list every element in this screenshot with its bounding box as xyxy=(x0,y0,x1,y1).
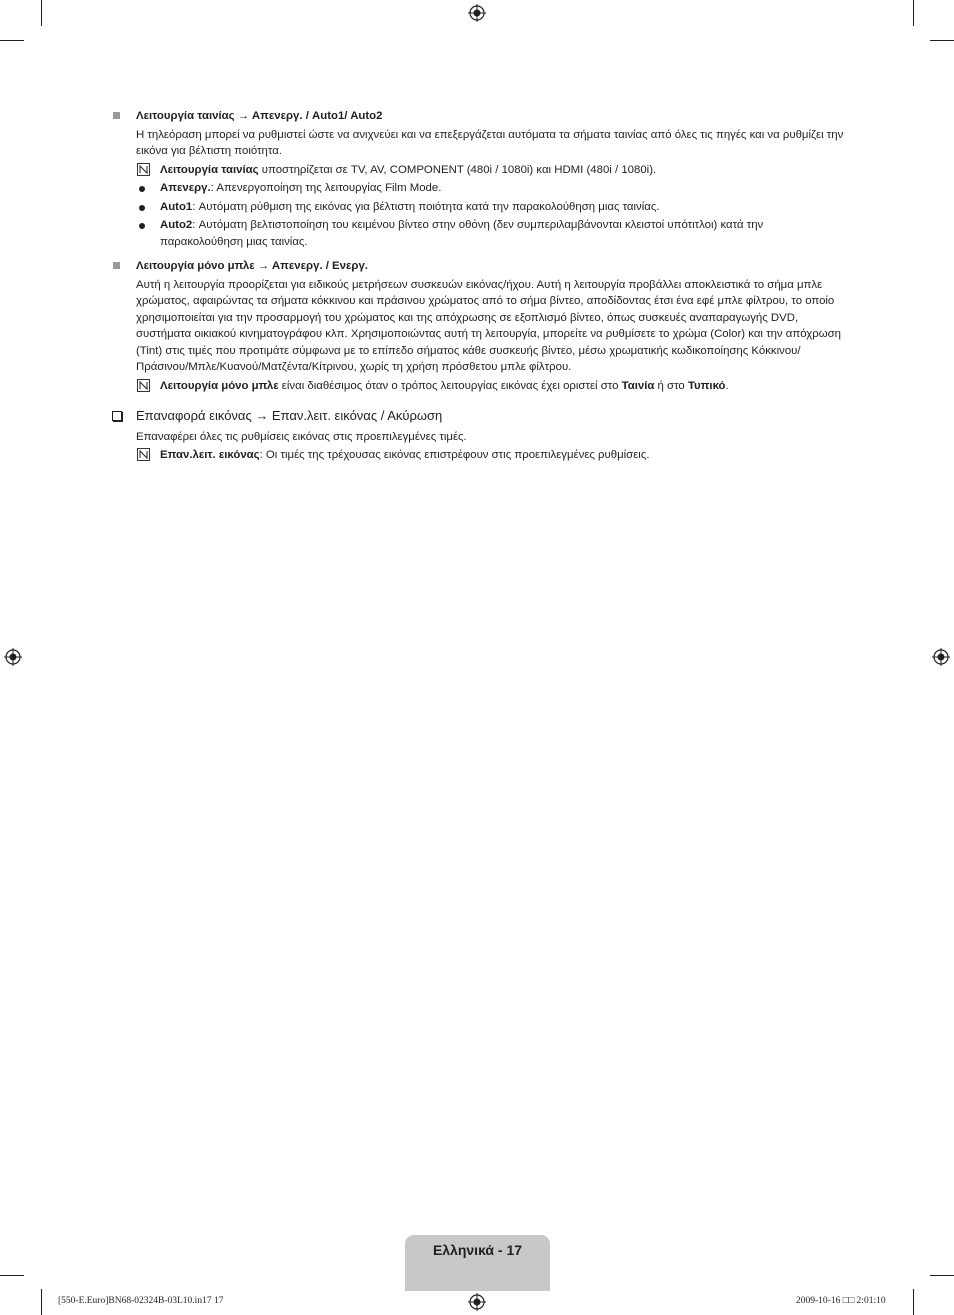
crop-mark xyxy=(41,1289,42,1315)
item-bold: Auto2 xyxy=(160,219,193,231)
bullet-icon xyxy=(139,205,145,211)
note-icon xyxy=(137,448,150,461)
registration-mark-icon xyxy=(468,4,486,22)
registration-mark-icon xyxy=(4,648,22,666)
square-bullet-icon xyxy=(113,262,120,269)
reset-note xyxy=(136,447,848,464)
note-bold: Ταινία xyxy=(621,379,655,392)
reset-title: Επαναφορά εικόνας → Επαν.λειτ. εικόνας / Ακύρωση xyxy=(136,408,443,423)
note-text: : Οι τιμές της τρέχουσας εικόνας επιστρέφουν στις προεπιλεγμένες ρυθμίσεις. xyxy=(259,449,650,461)
crop-mark xyxy=(0,1275,24,1276)
note-bold: Τυπικό xyxy=(687,379,726,392)
page-content xyxy=(112,108,848,466)
item-text: : Αυτόματη ρύθμιση της εικόνας για βέλτιστη ποιότητα κατά την παρακολούθηση μιας ταινίας. xyxy=(192,200,660,213)
note-bold: Επαν.λειτ. εικόνας xyxy=(160,449,260,461)
item-text: : Αυτόματη βελτιστοποίηση του κειμένου βίντεο στην οθόνη (δεν συμπεριλαμβάνονται κλειστοί υπότιτλοι) κατά την παρακολούθηση μιας ταινίας. xyxy=(160,219,764,248)
film-mode-description: Η τηλεόραση μπορεί να ρυθμιστεί ώστε να ανιχνεύει και να επεξεργάζεται αυτόματα τα σήματα ταινίας από όλες τις πηγές και να ρυθμίζει την εικόνα για βέλτιστη ποιότητα. xyxy=(136,128,844,157)
item-bold: Απενεργ. xyxy=(160,182,211,194)
note-text: υποστηρίζεται σε TV, AV, COMPONENT (480i / 1080i) και HDMI (480i / 1080i). xyxy=(258,163,657,176)
square-bullet-icon xyxy=(113,112,120,119)
crop-mark xyxy=(930,1275,954,1276)
checkbox-bullet-icon xyxy=(112,411,122,421)
film-mode-section xyxy=(112,108,848,250)
note-text: ή στο xyxy=(654,379,688,392)
item-text: : Απενεργοποίηση της λειτουργίας Film Mode. xyxy=(210,182,442,194)
list-item xyxy=(136,217,848,250)
list-item xyxy=(136,180,848,197)
item-bold: Auto1 xyxy=(160,200,193,213)
reset-description: Επαναφέρει όλες τις ρυθμίσεις εικόνας στις προεπιλεγμένες τιμές. xyxy=(136,430,467,443)
crop-mark xyxy=(0,40,24,41)
note-bold: Λειτουργία ταινίας xyxy=(160,163,259,176)
reset-section xyxy=(112,408,848,464)
crop-mark xyxy=(930,40,954,41)
blue-only-section xyxy=(112,258,848,394)
film-mode-note xyxy=(136,162,848,179)
crop-mark xyxy=(41,0,42,26)
note-text: . xyxy=(725,379,729,392)
registration-mark-icon xyxy=(468,1293,486,1311)
blue-only-note xyxy=(136,378,848,395)
bullet-icon xyxy=(139,223,145,229)
bullet-icon xyxy=(139,186,145,192)
note-icon xyxy=(137,163,150,176)
note-icon xyxy=(137,379,150,392)
slug-right: 2009-10-16 □□ 2:01:10 xyxy=(796,1296,886,1306)
crop-mark xyxy=(913,1289,914,1315)
blue-only-description: Αυτή η λειτουργία προορίζεται για ειδικούς μετρήσεων συσκευών εικόνας/ήχου. Αυτή η λειτουργία προβάλλει αποκλειστικά το σήμα μπλε χρώματος, αφαιρώντας τα σήματα κόκκινου και πράσινου χρώματος από το σήμα βίντεο, αποδίδοντας έτσι ένα εφέ μπλε φίλτρου, το οποίο χρησιμοποιείται για την προσαρμογή του χρώματος και της απόχρωσης σε εξοπλισμό βίντεο, όπως συσκευές αναπαραγωγής DVD, συστήματα οικιακού κινηματογράφου κλπ. Χρησιμοποιώντας αυτή τη λειτουργία, μπορείτε να ρυθμίσετε το χρώμα (Color) και την απόχρωση (Tint) στις τιμές που προτιμάτε σύμφωνα με το επίπεδο σήματος κάθε συσκευής βίντεο, μέσω χρωματικής κωδικοποίησης Κόκκινου/Πράσινου/Μπλε/Κυανού/Ματζέντα/Κίτρινου, χωρίς τη χρήση πρόσθετου μπλε φίλτρου. xyxy=(136,278,841,373)
registration-mark-icon xyxy=(932,648,950,666)
blue-only-title: Λειτουργία μόνο μπλε → Απενεργ. / Ενεργ. xyxy=(136,260,368,272)
page-label: Ελληνικά - 17 xyxy=(432,1242,523,1258)
film-mode-title: Λειτουργία ταινίας → Απενεργ. / Auto1/ Auto2 xyxy=(136,110,383,122)
crop-mark xyxy=(913,0,914,26)
note-text: είναι διαθέσιμος όταν ο τρόπος λειτουργίας εικόνας έχει οριστεί στο xyxy=(278,379,622,392)
note-bold: Λειτουργία μόνο μπλε xyxy=(160,379,279,392)
page-number-tab xyxy=(405,1235,550,1291)
list-item xyxy=(136,199,848,216)
slug-left: [550-E.Euro]BN68-02324B-03L10.in17 17 xyxy=(58,1296,224,1306)
